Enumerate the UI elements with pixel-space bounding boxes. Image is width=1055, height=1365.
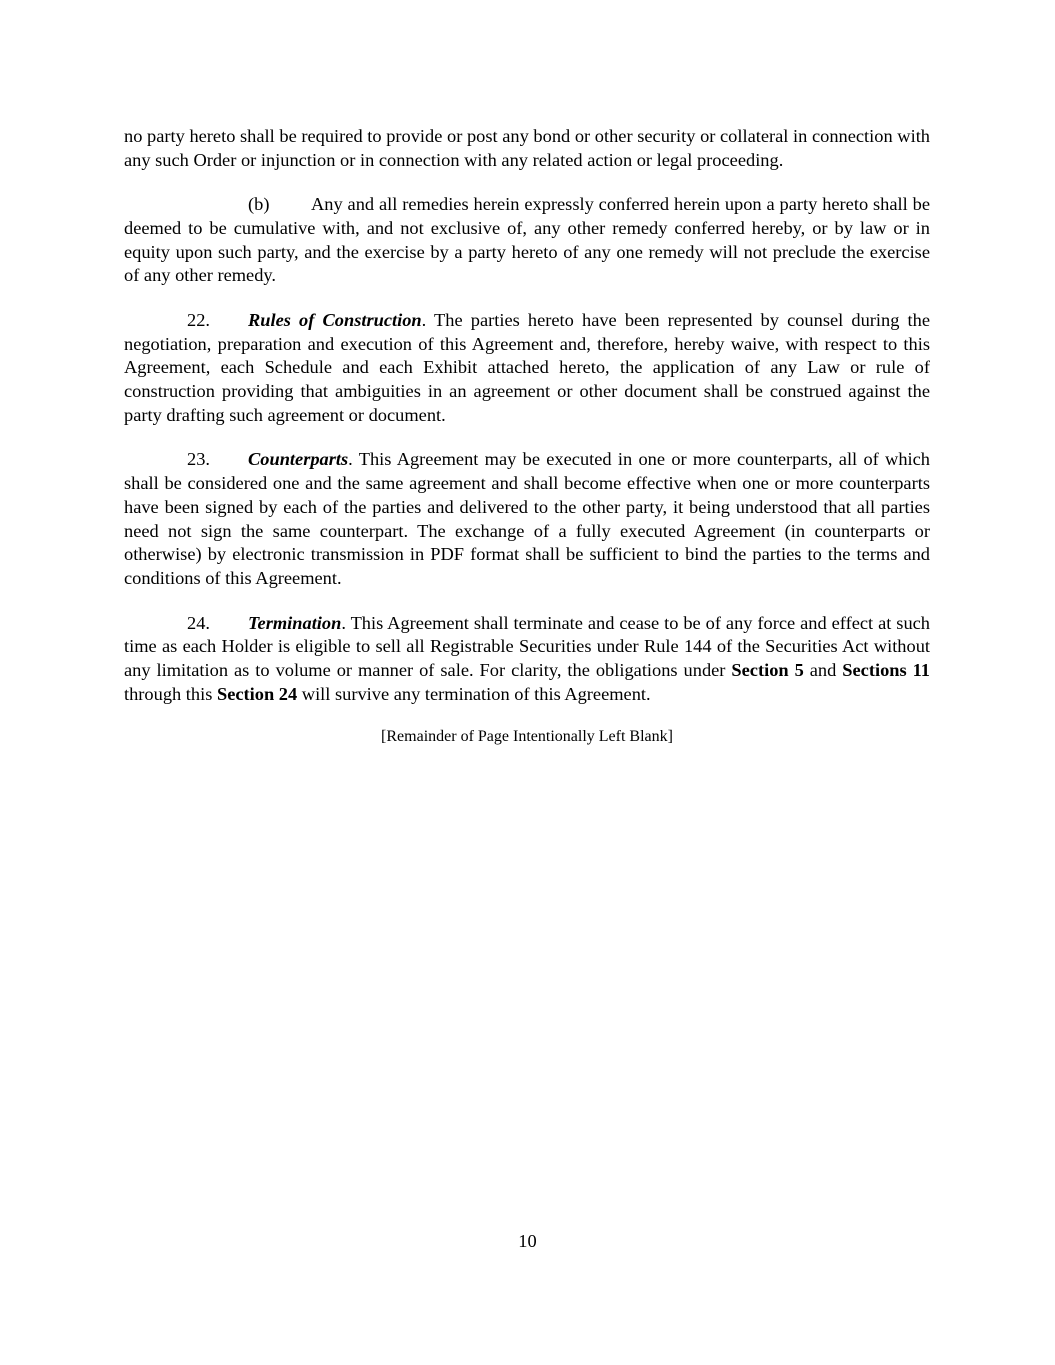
document-page [124,125,930,747]
section-heading: Rules of Construction [248,309,422,330]
section-reference: Section 5 [731,660,804,681]
section-number: 23. [187,449,210,470]
paragraph-21b [124,193,930,288]
section-22 [124,309,930,428]
subsection-label: (b) [248,194,270,215]
section-text: will survive any termination of this Agreement. [297,683,651,704]
section-heading: Counterparts [248,449,349,470]
section-24 [124,612,930,707]
section-text: . This Agreement may be executed in one or more counterparts, all of which shall be considered one and the same agreement and shall become effective when one or more counterparts have been signed by each of the parties and delivered to the other party, it being understood that all parties need not sign the same counterpart. The exchange of a fully executed Agreement (in counterparts or otherwise) by electronic transmission in PDF format shall be sufficient to bind the parties to the terms and conditions of this Agreement. [124,449,930,589]
section-text: . This Agreement shall terminate and cease to be of any force and effect at such time as each Holder is eligible to sell all Registrable Securities under Rule 144 of the Securities Act without any limitation as to volume or manner of sale. For clarity, the obligations under [124,612,930,681]
section-number: 22. [187,309,210,330]
section-text: . The parties hereto have been represented by counsel during the negotiation, preparation and execution of this Agreement and, therefore, hereby waive, with respect to this Agreement, each Schedule and each Exhibit attached hereto, the application of any Law or rule of construction providing that ambiguities in an agreement or other document shall be construed against the party drafting such agreement or document. [124,309,930,425]
section-heading: Termination [248,612,342,633]
section-number: 24. [187,612,210,633]
subsection-text: Any and all remedies herein expressly conferred herein upon a party hereto shall be deemed to be cumulative with, and not exclusive of, any other remedy conferred hereby, or by law or in equity upon such party, and the exercise by a party hereto of any one remedy will not preclude the exercise of any other remedy. [124,194,930,286]
paragraph-continuation: no party hereto shall be required to provide or post any bond or other security or collateral in connection with any such Order or injunction or in connection with any related action or legal proceeding. [124,126,930,170]
page-number: 10 [518,1231,537,1251]
section-text: and [803,660,843,681]
remainder-note: [Remainder of Page Intentionally Left Blank] [381,728,673,746]
section-reference: Sections 11 [842,660,930,681]
section-23 [124,448,930,591]
section-reference: Section 24 [216,683,298,704]
section-text: through this [124,683,217,704]
